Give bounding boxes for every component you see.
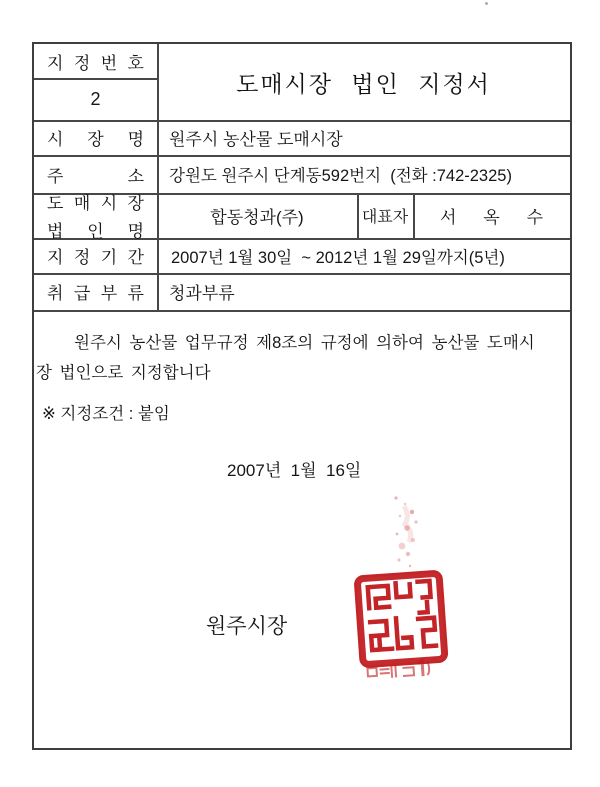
designation-number-label: 지 정 번 호 <box>47 53 144 73</box>
red-seal-icon <box>350 488 452 688</box>
issue-date: 2007년 1월 16일 <box>227 461 362 480</box>
certificate-title: 도매시장 법인 지정서 <box>236 70 491 97</box>
corporation-name-value: 합동청과(주) <box>210 208 304 227</box>
designation-number-value: 2 <box>90 88 101 109</box>
handling-category-value: 청과부류 <box>169 284 235 303</box>
handling-category-label: 취 급 부 류 <box>47 284 144 303</box>
designation-period-label: 지 정 기 간 <box>47 248 144 267</box>
corporation-label-line2: 법 인 명 <box>47 222 144 241</box>
market-name-value: 원주시 농산물 도매시장 <box>169 130 343 149</box>
certificate-body-text: 원주시 농산물 업무규정 제8조의 규정에 의하여 농산물 도매시장 법인으로 지정합니다 <box>36 334 535 382</box>
corporation-label <box>34 193 157 241</box>
table-line <box>34 310 570 312</box>
market-name-label: 시 장 명 <box>47 130 144 149</box>
official-seal-stamp <box>350 488 452 688</box>
condition-note: ※ 지정조건 : 붙임 <box>42 405 170 423</box>
scan-artifact-dot <box>485 2 488 5</box>
representative-label: 대표자 <box>361 209 409 226</box>
address-label: 주 소 <box>47 166 144 186</box>
designation-period-value: 2007년 1월 30일 ~ 2012년 1월 29일까지(5년) <box>171 248 505 267</box>
address-value: 강원도 원주시 단계동592번지 (전화 :742-2325) <box>169 167 512 185</box>
corporation-label-line1: 도 매 시 장 <box>47 194 144 213</box>
certificate-border <box>32 42 572 750</box>
representative-name: 서 옥 수 <box>440 208 543 227</box>
issuer-name: 원주시장 <box>206 615 288 638</box>
